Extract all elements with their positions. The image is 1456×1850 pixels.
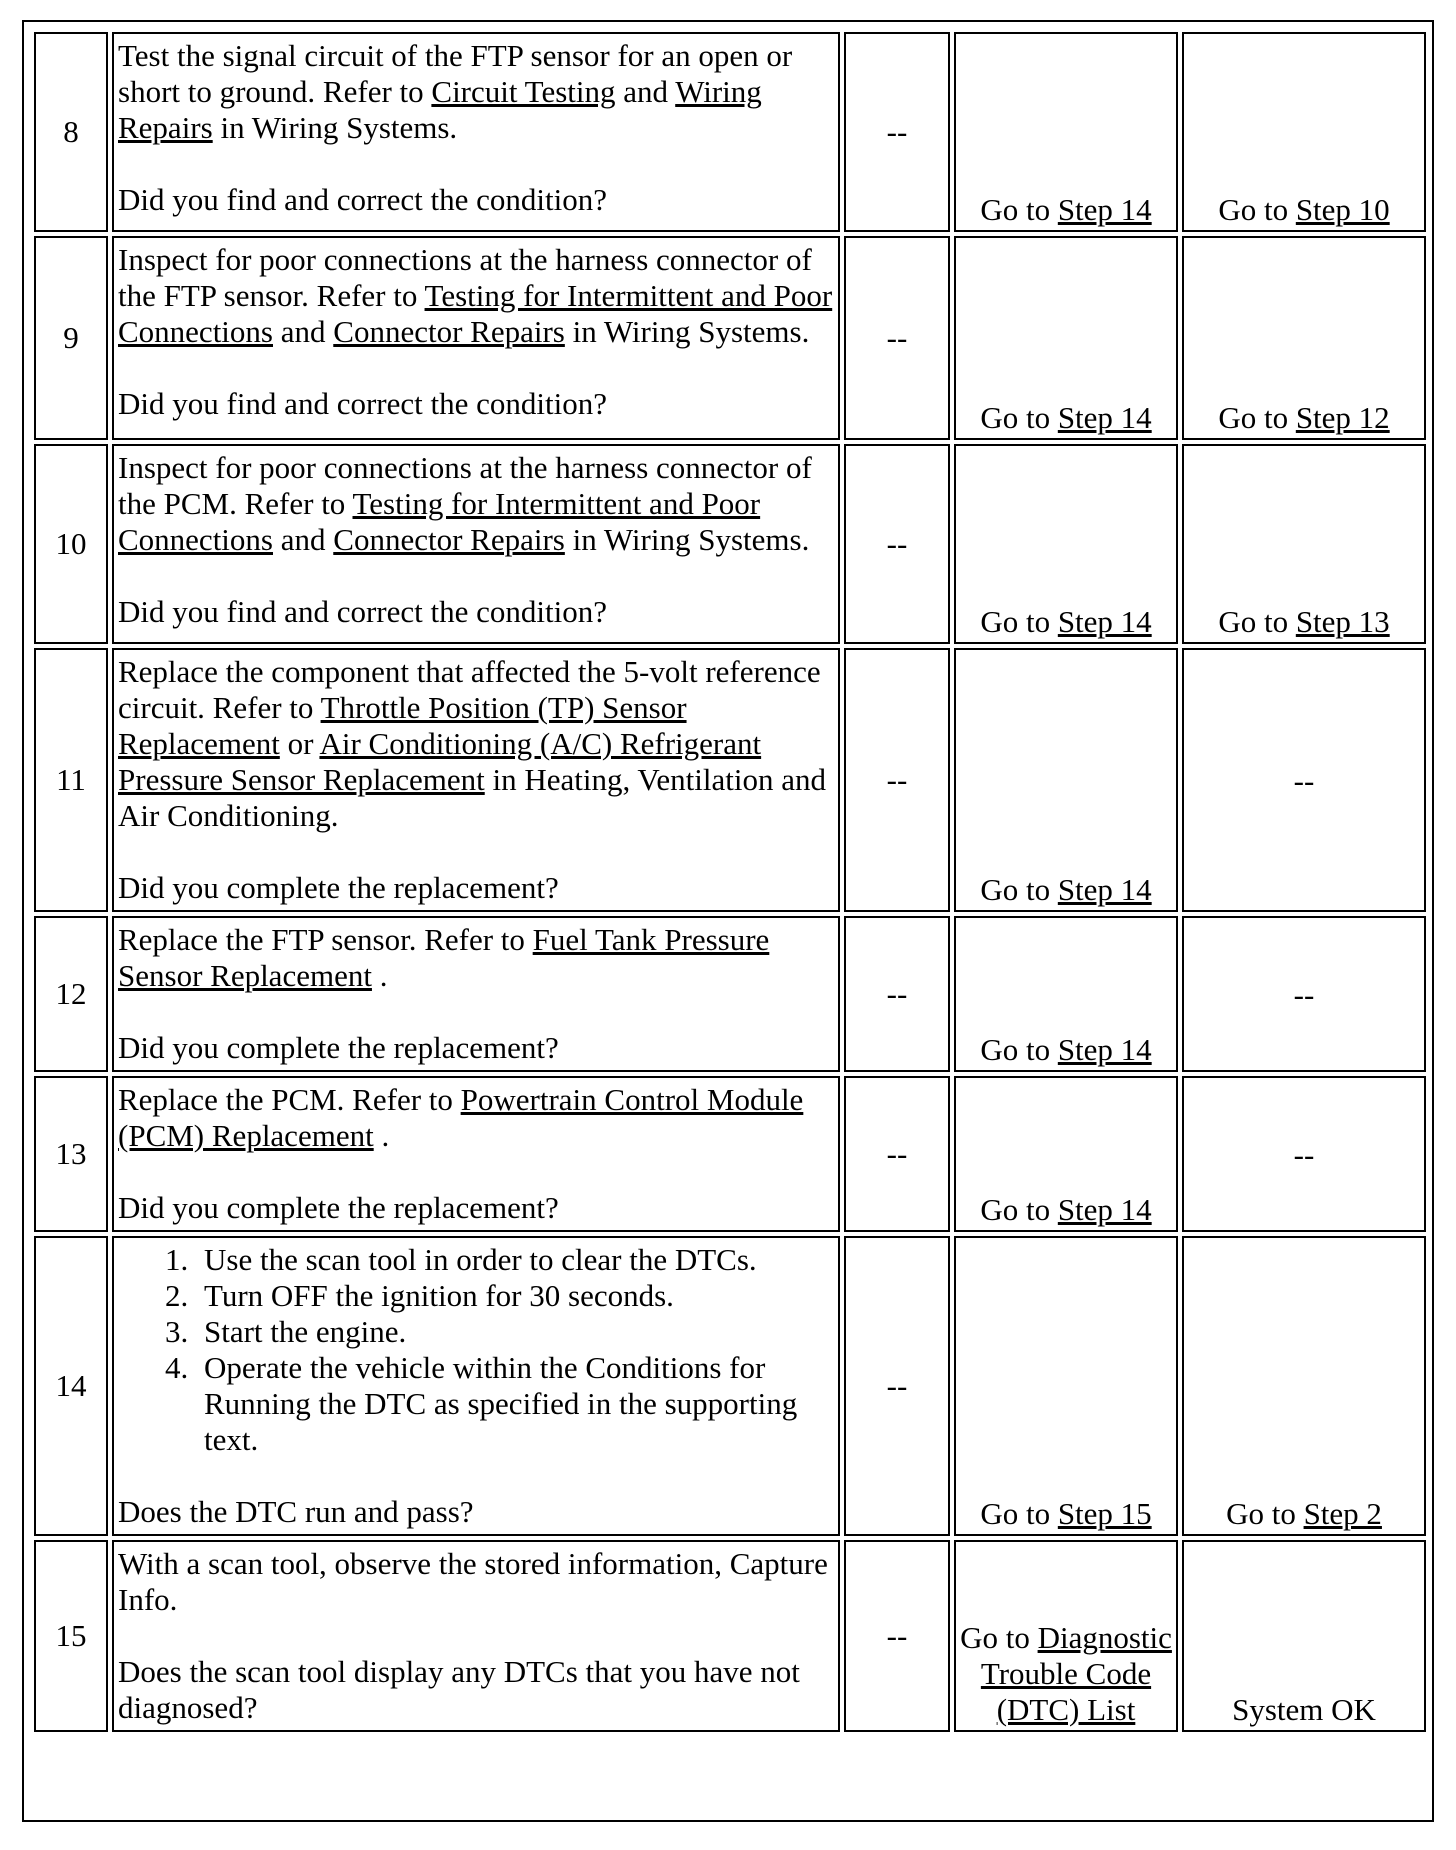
step-value: -- — [844, 444, 950, 644]
procedure-list-item: 4. Operate the vehicle within the Conditions for Running the DTC as specified in the supporting text. — [196, 1350, 834, 1458]
step-question: Did you find and correct the condition? — [118, 594, 607, 629]
action-text — [118, 450, 834, 558]
no-outcome — [1182, 916, 1426, 1072]
text-segment: . — [373, 1118, 390, 1153]
step-action — [112, 444, 840, 644]
yes-outcome — [954, 648, 1178, 912]
table-row — [34, 1540, 1426, 1732]
reference-link[interactable]: Diagnostic Trouble Code (DTC) List — [980, 1620, 1172, 1727]
text-segment: Go to — [980, 192, 1058, 227]
reference-link[interactable]: Step 15 — [1057, 1496, 1152, 1531]
text-segment: and — [273, 314, 334, 349]
text-segment: Go to — [1218, 192, 1296, 227]
reference-link[interactable]: Step 10 — [1295, 192, 1390, 227]
text-segment: Replace the FTP sensor. Refer to — [118, 922, 533, 957]
yes-outcome — [954, 916, 1178, 1072]
reference-link[interactable]: Powertrain Control Module (PCM) Replacement — [118, 1082, 804, 1153]
text-segment: Go to — [980, 1032, 1058, 1067]
yes-outcome — [954, 236, 1178, 440]
step-action — [112, 1076, 840, 1232]
reference-link[interactable]: Step 13 — [1295, 604, 1390, 639]
text-segment: . — [371, 958, 388, 993]
reference-link[interactable]: Step 14 — [1057, 1192, 1152, 1227]
reference-link[interactable]: Wiring Repairs — [118, 74, 762, 145]
no-outcome — [1182, 648, 1426, 912]
step-action — [112, 648, 840, 912]
text-segment: Go to — [980, 1496, 1058, 1531]
table-row — [34, 1076, 1426, 1232]
text-segment: Inspect for poor connections at the harness connector of the PCM. Refer to — [118, 450, 812, 521]
step-question: Did you complete the replacement? — [118, 870, 559, 905]
reference-link[interactable]: Step 14 — [1057, 604, 1152, 639]
step-number: 8 — [34, 32, 108, 232]
text-segment: Inspect for poor connections at the harness connector of the FTP sensor. Refer to — [118, 242, 812, 313]
step-action — [112, 32, 840, 232]
step-value: -- — [844, 1236, 950, 1536]
text-segment: Go to — [1218, 604, 1296, 639]
step-value: -- — [844, 1076, 950, 1232]
table-row — [34, 236, 1426, 440]
action-text — [118, 242, 834, 350]
step-value: -- — [844, 648, 950, 912]
text-segment: -- — [1293, 977, 1315, 1012]
step-number: 11 — [34, 648, 108, 912]
reference-link[interactable]: Step 14 — [1057, 872, 1152, 907]
no-outcome — [1182, 236, 1426, 440]
procedure-list-item: 2. Turn OFF the ignition for 30 seconds. — [196, 1278, 834, 1314]
step-number: 9 — [34, 236, 108, 440]
text-segment: Replace the component that affected the 5-volt reference circuit. Refer to — [118, 654, 821, 725]
reference-link[interactable]: Throttle Position (TP) Sensor Replacement — [118, 690, 687, 761]
text-segment: -- — [1293, 763, 1315, 798]
step-value: -- — [844, 236, 950, 440]
text-segment: Test the signal circuit of the FTP sensor for an open or short to ground. Refer to — [118, 38, 793, 109]
procedure-list-item: 1. Use the scan tool in order to clear the DTCs. — [196, 1242, 834, 1278]
yes-outcome — [954, 1540, 1178, 1732]
action-text — [118, 922, 834, 994]
step-action — [112, 1540, 840, 1732]
step-question: Did you complete the replacement? — [118, 1190, 559, 1225]
step-number: 12 — [34, 916, 108, 1072]
step-value: -- — [844, 916, 950, 1072]
action-text — [118, 654, 834, 834]
step-action — [112, 236, 840, 440]
text-segment: and — [615, 74, 676, 109]
text-segment: in Heating, Ventilation and Air Conditioning. — [118, 762, 826, 833]
reference-link[interactable]: Step 14 — [1057, 1032, 1152, 1067]
no-outcome — [1182, 32, 1426, 232]
reference-link[interactable]: Fuel Tank Pressure Sensor Replacement — [118, 922, 770, 993]
text-segment: or — [279, 726, 320, 761]
step-question: Did you find and correct the condition? — [118, 182, 607, 217]
text-segment: and — [273, 522, 334, 557]
step-action — [112, 916, 840, 1072]
no-outcome — [1182, 1540, 1426, 1732]
step-question: Does the scan tool display any DTCs that you have not diagnosed? — [118, 1654, 800, 1725]
reference-link[interactable]: Testing for Intermittent and Poor Connections — [118, 486, 761, 557]
action-text — [118, 1082, 834, 1154]
text-segment: Go to — [960, 1620, 1038, 1655]
yes-outcome — [954, 444, 1178, 644]
reference-link[interactable]: Connector Repairs — [333, 314, 565, 349]
table-row — [34, 32, 1426, 232]
table-row — [34, 444, 1426, 644]
step-number: 14 — [34, 1236, 108, 1536]
reference-link[interactable]: Circuit Testing — [431, 74, 616, 109]
text-segment: in Wiring Systems. — [212, 110, 458, 145]
step-question: Did you find and correct the condition? — [118, 386, 607, 421]
step-value: -- — [844, 1540, 950, 1732]
reference-link[interactable]: Step 14 — [1057, 192, 1152, 227]
text-segment: in Wiring Systems. — [564, 314, 810, 349]
step-action — [112, 1236, 840, 1536]
no-outcome — [1182, 1076, 1426, 1232]
text-segment: -- — [1293, 1137, 1315, 1172]
text-segment: Go to — [1226, 1496, 1304, 1531]
step-number: 15 — [34, 1540, 108, 1732]
yes-outcome — [954, 1236, 1178, 1536]
text-segment: Go to — [1218, 400, 1296, 435]
reference-link[interactable]: Step 12 — [1295, 400, 1390, 435]
table-row — [34, 916, 1426, 1072]
action-text — [118, 1546, 834, 1618]
reference-link[interactable]: Connector Repairs — [333, 522, 565, 557]
reference-link[interactable]: Testing for Intermittent and Poor Connections — [118, 278, 833, 349]
text-segment: in Wiring Systems. — [564, 522, 810, 557]
no-outcome — [1182, 444, 1426, 644]
table-row — [34, 1236, 1426, 1536]
diagnostic-steps-table — [30, 28, 1430, 1736]
step-value: -- — [844, 32, 950, 232]
table-row — [34, 648, 1426, 912]
text-segment: System OK — [1232, 1692, 1376, 1727]
action-text — [118, 38, 834, 146]
text-segment: Replace the PCM. Refer to — [118, 1082, 461, 1117]
text-segment: Go to — [980, 604, 1058, 639]
text-segment: Go to — [980, 400, 1058, 435]
yes-outcome — [954, 32, 1178, 232]
table-body — [34, 32, 1426, 1732]
step-number: 10 — [34, 444, 108, 644]
reference-link[interactable]: Step 14 — [1057, 400, 1152, 435]
step-question: Did you complete the replacement? — [118, 1030, 559, 1065]
procedure-list — [118, 1242, 834, 1458]
text-segment: Go to — [980, 1192, 1058, 1227]
diagnostic-table-frame — [22, 20, 1434, 1822]
yes-outcome — [954, 1076, 1178, 1232]
no-outcome — [1182, 1236, 1426, 1536]
step-number: 13 — [34, 1076, 108, 1232]
step-question: Does the DTC run and pass? — [118, 1494, 474, 1529]
procedure-list-item: 3. Start the engine. — [196, 1314, 834, 1350]
reference-link[interactable]: Step 2 — [1303, 1496, 1382, 1531]
reference-link[interactable]: Air Conditioning (A/C) Refrigerant Pressure Sensor Replacement — [118, 726, 762, 797]
text-segment: Go to — [980, 872, 1058, 907]
text-segment: With a scan tool, observe the stored information, Capture Info. — [118, 1546, 828, 1617]
